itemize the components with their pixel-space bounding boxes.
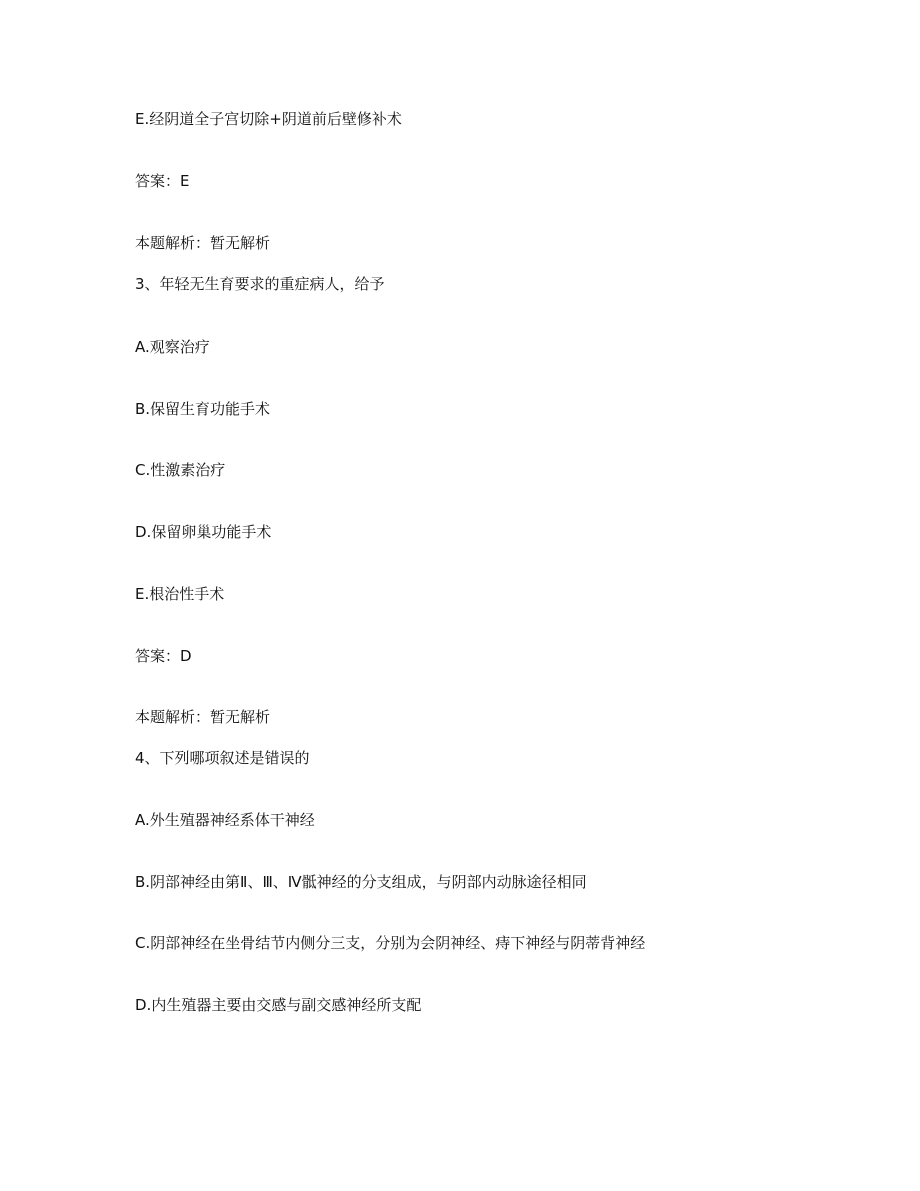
q3-option-c: C.性激素治疗 — [135, 461, 226, 479]
q2-analysis: 本题解析：暂无解析 — [135, 234, 271, 252]
q3-analysis: 本题解析：暂无解析 — [135, 708, 271, 726]
q3-question: 3、年轻无生育要求的重症病人，给予 — [135, 275, 385, 293]
q3-option-d: D.保留卵巢功能手术 — [135, 523, 272, 541]
q3-option-a: A.观察治疗 — [135, 338, 210, 356]
q3-answer: 答案：D — [135, 647, 192, 665]
q3-option-e: E.根治性手术 — [135, 585, 225, 603]
q4-option-d: D.内生殖器主要由交感与副交感神经所支配 — [135, 996, 422, 1014]
q4-option-b: B.阴部神经由第Ⅱ、Ⅲ、Ⅳ骶神经的分支组成，与阴部内动脉途径相同 — [135, 873, 587, 891]
q4-option-c: C.阴部神经在坐骨结节内侧分三支，分别为会阴神经、痔下神经与阴蒂背神经 — [135, 934, 646, 952]
q2-option-e: E.经阴道全子宫切除+阴道前后壁修补术 — [135, 110, 402, 128]
q3-option-b: B.保留生育功能手术 — [135, 400, 271, 418]
q4-option-a: A.外生殖器神经系体干神经 — [135, 811, 315, 829]
q2-answer: 答案：E — [135, 172, 190, 190]
q4-question: 4、下列哪项叙述是错误的 — [135, 749, 310, 767]
